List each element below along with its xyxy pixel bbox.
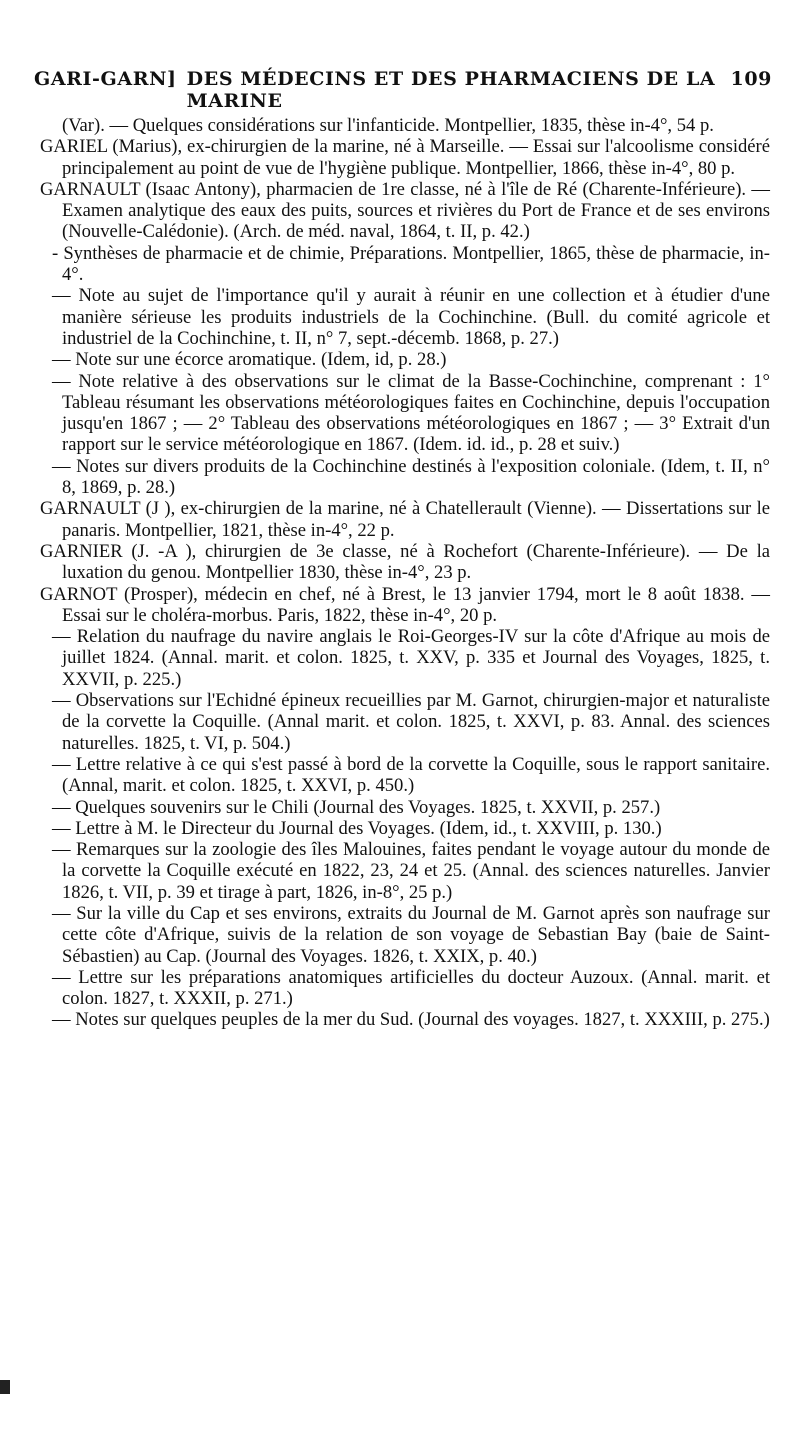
entry-item: — Note sur une écorce aromatique. (Idem, id, p. 28.) (52, 349, 447, 371)
entry-item: — Observations sur l'Echidné épineux recueillies par M. Garnot, chirurgien-major et naturaliste de la corvette la Coquille. (Annal marit. et colon. 1825, t. XXVI, p. 83. Annal. des sciences naturelles. 1825, t. VI, p. 504.) (52, 690, 770, 754)
page-number: 109 (730, 68, 772, 90)
entries-body (40, 115, 770, 1031)
entry-garnault-j: GARNAULT (J ), ex-chirurgien de la marine, né à Chatellerault (Vienne). — Dissertations sur le panaris. Montpellier, 1821, thèse in-4°, 22 p. (40, 498, 770, 541)
entry-item: — Lettre relative à ce qui s'est passé à bord de la corvette la Coquille, sous le rapport sanitaire. (Annal, marit. et colon. 1825, t. XXVI, p. 450.) (52, 753, 770, 797)
header-title: DES MÉDECINS ET DES PHARMACIENS DE LA MARINE (186, 68, 716, 112)
entry-item: — Remarques sur la zoologie des îles Malouines, faites pendant le voyage autour du monde de la corvette la Coquille exécuté en 1822, 23, 24 et 25. (Annal. des sciences naturelles. Janvier 1826, t. VII, p. 39 et tirage à part, 1826, in-8°, 25 p.) (52, 839, 770, 903)
entry-item: — Quelques souvenirs sur le Chili (Journal des Voyages. 1825, t. XXVII, p. 257.) (52, 796, 661, 818)
entry-item: - Synthèses de pharmacie et de chimie, Préparations. Montpellier, 1865, thèse de pharmacie, in-4°. (52, 242, 770, 286)
running-header (34, 68, 772, 112)
entry-item: — Notes sur quelques peuples de la mer du Sud. (Journal des voyages. 1827, t. XXXIII, p. 275.) (52, 1009, 770, 1031)
entry-garnault-isaac: GARNAULT (Isaac Antony), pharmacien de 1re classe, né à l'île de Ré (Charente-Inférieure). — Examen analytique des eaux des puits, sources et rivières du Port de France et de ses environs (Nouvelle-Calédonie). (Arch. de méd. naval, 1864, t. II, p. 42.) (40, 178, 770, 243)
entry-item: — Notes sur divers produits de la Cochinchine destinés à l'exposition coloniale. (Idem, t. II, n° 8, 1869, p. 28.) (52, 455, 770, 499)
entry-garnot: GARNOT (Prosper), médecin en chef, né à Brest, le 13 janvier 1794, mort le 8 août 1838. — Essai sur le choléra-morbus. Paris, 1822, thèse in-4°, 20 p. (40, 583, 770, 626)
header-range: GARI-GARN] (34, 68, 177, 90)
entry-item: — Lettre à M. le Directeur du Journal des Voyages. (Idem, id., t. XXVIII, p. 130.) (52, 817, 662, 839)
entry-item: — Lettre sur les préparations anatomiques artificielles du docteur Auzoux. (Annal. marit. et colon. 1827, t. XXXII, p. 271.) (52, 966, 770, 1010)
entry-garnier: GARNIER (J. -A ), chirurgien de 3e classe, né à Rochefort (Charente-Inférieure). — De la luxation du genou. Montpellier 1830, thèse in-4°, 23 p. (40, 540, 770, 584)
entry-continuation: (Var). — Quelques considérations sur l'infanticide. Montpellier, 1835, thèse in-4°, 54 p. (62, 115, 714, 136)
entry-item: — Relation du naufrage du navire anglais le Roi-Georges-IV sur la côte d'Afrique au mois de juillet 1824. (Annal. marit. et colon. 1825, t. XXV, p. 335 et Journal des Voyages, 1825, t. XXVII, p. 225.) (52, 626, 770, 690)
entry-gariel: GARIEL (Marius), ex-chirurgien de la marine, né à Marseille. — Essai sur l'alcoolisme considéré principalement au point de vue de l'hygiène publique. Montpellier, 1866, thèse in-4°, 80 p. (40, 136, 770, 179)
entry-item: — Sur la ville du Cap et ses environs, extraits du Journal de M. Garnot après son naufrage sur cette côte d'Afrique, suivis de la relation de son voyage de Sebastian Bay (baie de Saint-Sébastien) au Cap. (Journal des Voyages. 1826, t. XXIX, p. 40.) (52, 902, 770, 967)
entry-item: — Note relative à des observations sur le climat de la Basse-Cochinchine, comprenant : 1° Tableau résumant les observations météorologiques faites en Cochinchine, depuis l'occupation jusqu'en 1867 ; — 2° Tableau des observations météorologiques en 1867 ; — 3° Extrait d'un rapport sur le service météorologique en 1867. (Idem. id. id., p. 28 et suiv.) (52, 370, 770, 456)
entry-item: — Note au sujet de l'importance qu'il y aurait à réunir en une collection et à étudier d'une manière sérieuse les produits industriels de la Cochinchine. (Bull. du comité agricole et industriel de la Cochinchine, t. II, n° 7, sept.-décemb. 1868, p. 27.) (52, 285, 770, 349)
scan-edge-mark (0, 1380, 10, 1394)
